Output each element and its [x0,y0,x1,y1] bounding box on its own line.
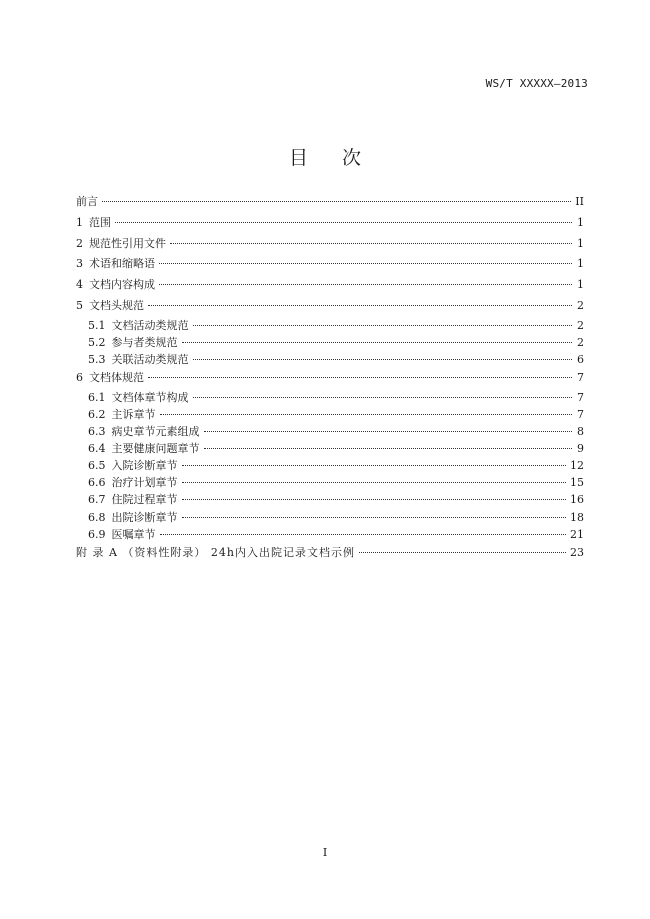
toc-entry-number: 6.1 [88,390,106,404]
toc-entry-label [76,296,144,317]
toc-entry[interactable] [76,254,584,275]
toc-entry[interactable] [76,368,584,389]
dot-leader [148,377,572,378]
toc-entry-page: II [575,195,584,208]
toc-entry-page: 2 [577,335,584,349]
dot-leader [148,305,572,306]
toc-entry-page: 15 [570,476,584,490]
toc-entry-number: 6.9 [88,527,106,541]
toc-entry[interactable] [76,440,584,457]
toc-entry-label [88,406,156,423]
toc-entry-label [88,423,200,440]
toc-entry[interactable] [76,457,584,474]
toc-entry-text: 主诉章节 [111,407,156,421]
toc-entry[interactable] [76,351,584,368]
toc-entry-label [88,474,178,491]
toc-entry-number: 3 [76,257,83,271]
toc-entry-number: 6.3 [88,425,106,439]
dot-leader [359,552,566,553]
toc-entry-number: 6.4 [88,442,106,456]
toc-entry-page: 7 [577,390,584,404]
toc-entry-label [76,543,355,564]
toc-entry-text: 规范性引用文件 [89,236,166,250]
toc-entry[interactable] [76,474,584,491]
toc-entry-label [76,192,98,213]
toc-entry-number: 2 [76,236,83,250]
toc-entry-label [88,491,178,508]
toc-entry-label [88,389,189,406]
dot-leader [182,465,567,466]
toc-entry-page: 8 [577,425,584,439]
toc-entry[interactable] [76,334,584,351]
dot-leader [193,325,573,326]
toc-entry-text: 范围 [89,215,111,229]
toc-entry-text: 住院过程章节 [111,493,178,507]
toc-entry-number: 4 [76,278,83,292]
toc-entry-label [88,509,178,526]
dot-leader [182,342,573,343]
toc-entry[interactable] [76,543,584,564]
toc-entry-text: 文档活动类规范 [111,318,189,332]
dot-leader [102,201,571,202]
dot-leader [204,431,573,432]
toc-entry[interactable] [76,526,584,543]
toc-entry-label [76,213,111,234]
table-of-contents [76,192,584,564]
standard-code: WS/T XXXXX—2013 [485,77,588,90]
toc-entry-page: 23 [570,545,584,559]
dot-leader [204,448,573,449]
toc-entry-page: 7 [577,407,584,421]
toc-entry-text: 入院诊断章节 [111,459,178,473]
toc-entry[interactable] [76,275,584,296]
dot-leader [182,499,567,500]
dot-leader [160,414,573,415]
toc-entry-label [88,334,178,351]
toc-entry[interactable] [76,509,584,526]
toc-entry-label [88,457,178,474]
toc-entry-label [76,234,166,255]
toc-entry-number: 6.7 [88,493,106,507]
toc-entry-page: 1 [577,257,584,271]
toc-entry-label [88,440,200,457]
dot-leader [159,263,572,264]
dot-leader [160,534,567,535]
toc-entry[interactable] [76,389,584,406]
dot-leader [115,222,572,223]
toc-entry[interactable] [76,192,584,213]
toc-entry-text: 医嘱章节 [111,527,156,541]
toc-entry[interactable] [76,491,584,508]
toc-entry[interactable] [76,296,584,317]
toc-entry-text: 术语和缩略语 [89,257,155,271]
dot-leader [193,397,573,398]
toc-entry-label [88,351,189,368]
toc-entry[interactable] [76,213,584,234]
page-number: I [322,846,328,859]
toc-entry-page: 1 [577,278,584,292]
dot-leader [159,284,572,285]
toc-entry-text: 文档内容构成 [89,278,155,292]
toc-entry-label [88,317,189,334]
toc-entry-label [76,275,155,296]
toc-entry-number: 6.6 [88,476,106,490]
dot-leader [182,517,567,518]
dot-leader [170,243,572,244]
dot-leader [182,482,567,483]
toc-entry-text: 主要健康问题章节 [111,442,200,456]
toc-entry-text: 关联活动类规范 [111,352,189,366]
toc-entry[interactable] [76,423,584,440]
toc-entry-page: 21 [570,527,584,541]
toc-entry-text: 文档体规范 [89,371,144,385]
toc-entry-text: 出院诊断章节 [111,510,178,524]
toc-entry-number: 5.3 [88,352,106,366]
toc-entry-page: 1 [577,236,584,250]
toc-entry-text: 前言 [76,195,98,208]
toc-entry-text: 文档体章节构成 [111,390,189,404]
toc-entry-number: 6 [76,371,83,385]
toc-entry-label [76,254,155,275]
toc-entry-text: 治疗计划章节 [111,476,178,490]
toc-entry-page: 7 [577,371,584,385]
toc-entry-text: 文档头规范 [89,298,144,312]
toc-entry-number: 6.2 [88,407,106,421]
toc-entry-text: 附 录 A （资料性附录） 24h内入出院记录文档示例 [76,545,356,559]
toc-entry-page: 6 [577,352,584,366]
toc-entry-page: 1 [577,215,584,229]
toc-entry-text: 病史章节元素组成 [111,425,200,439]
toc-entry-page: 16 [570,493,584,507]
toc-entry-number: 5.1 [88,318,106,332]
toc-entry-number: 6.5 [88,459,106,473]
toc-entry-number: 5 [76,298,83,312]
dot-leader [193,359,573,360]
toc-entry-label [76,368,144,389]
toc-entry-text: 参与者类规范 [111,335,178,349]
toc-entry-page: 18 [570,510,584,524]
toc-entry-label [88,526,156,543]
toc-entry-page: 9 [577,442,584,456]
toc-entry-number: 6.8 [88,510,106,524]
toc-entry[interactable] [76,234,584,255]
toc-entry-page: 2 [577,318,584,332]
toc-entry-number: 5.2 [88,335,106,349]
toc-entry[interactable] [76,317,584,334]
toc-entry-number: 1 [76,215,83,229]
toc-entry-page: 12 [570,459,584,473]
toc-title: 目 次 [288,147,376,169]
toc-entry-page: 2 [577,298,584,312]
toc-entry[interactable] [76,406,584,423]
